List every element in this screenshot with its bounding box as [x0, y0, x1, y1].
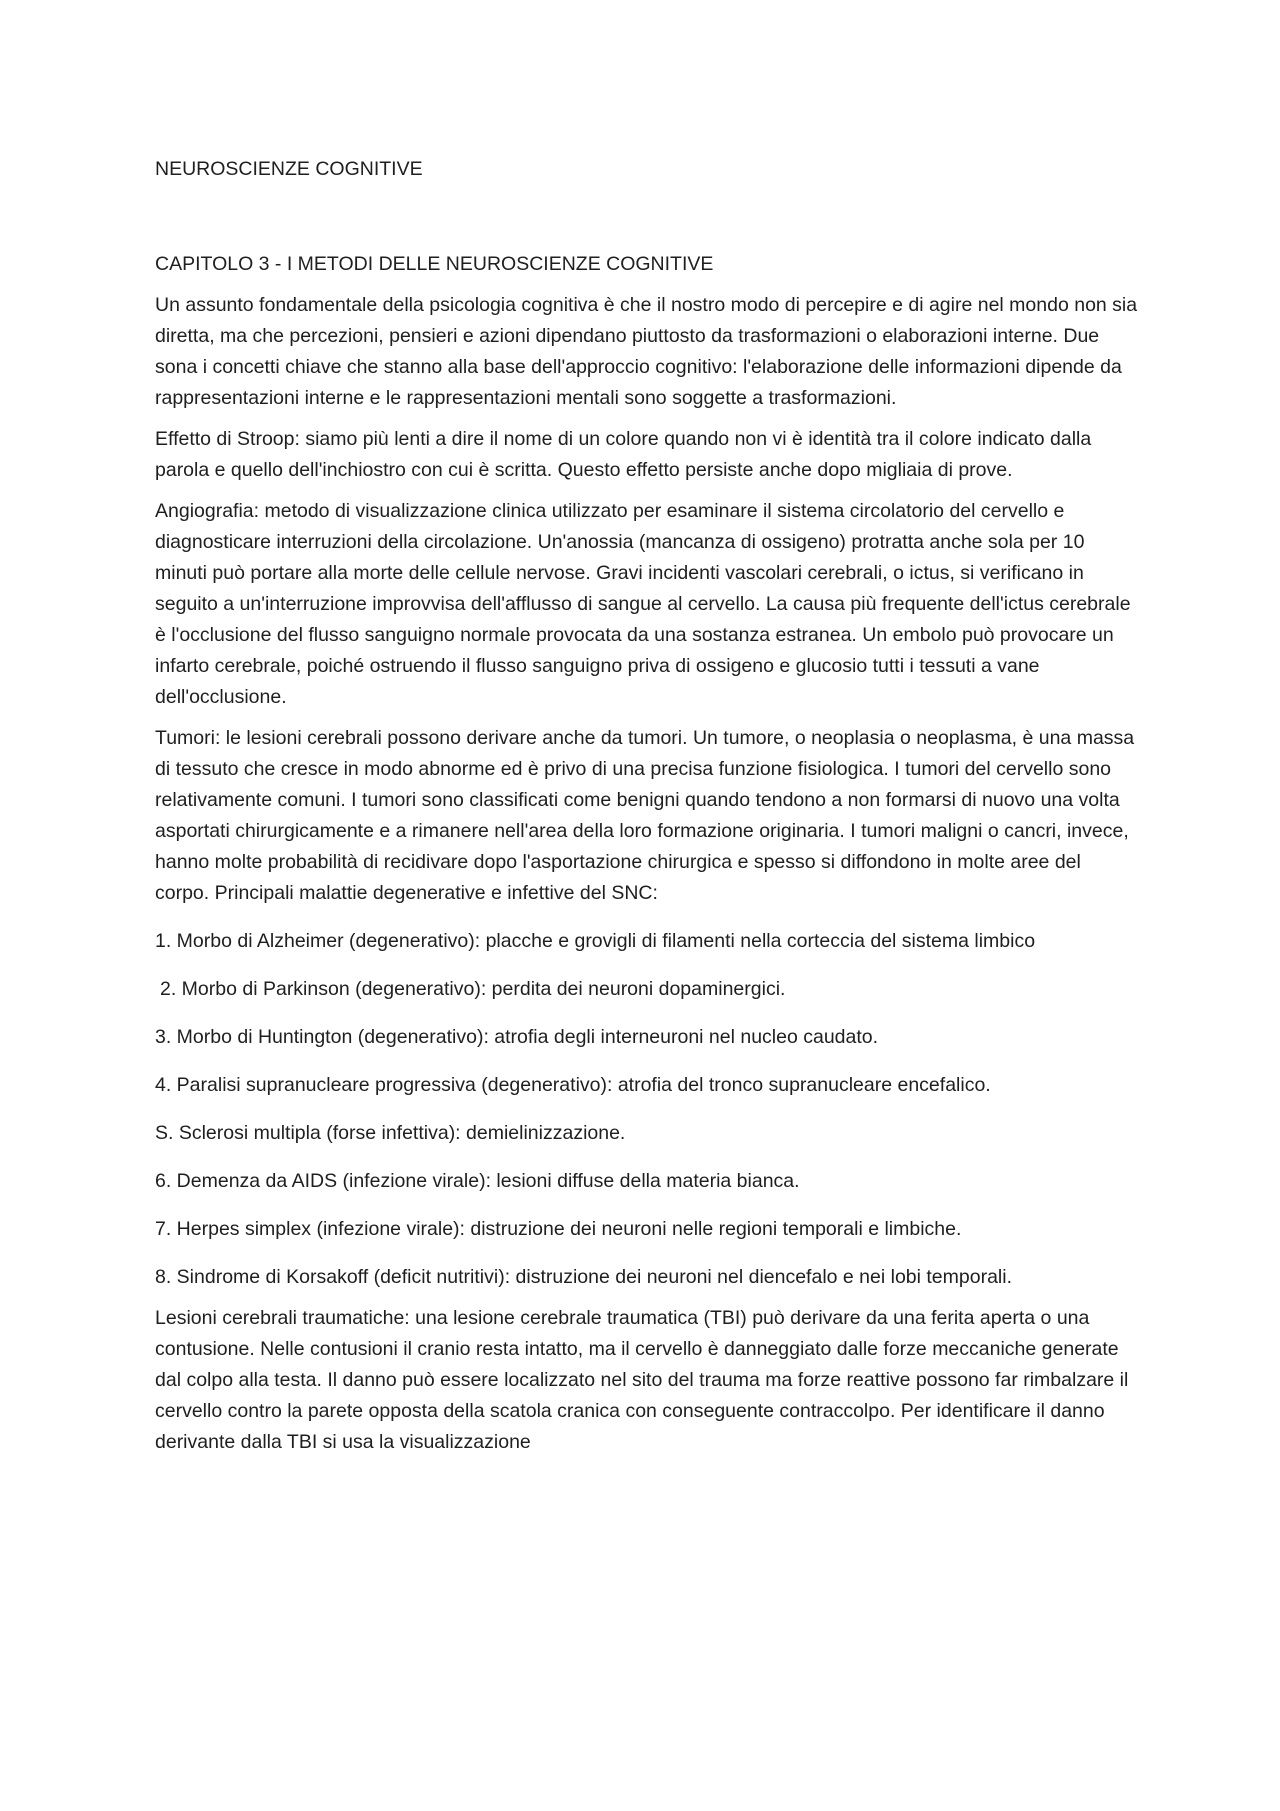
- paragraph-stroop-effect: Effetto di Stroop: siamo più lenti a dire il nome di un colore quando non vi è identità tra il colore indicato dalla parola e quello dell'inchiostro con cui è scritta. Questo effetto persiste anche dopo migliaia di prove.: [155, 428, 1092, 481]
- paragraph-angiography: Angiografia: metodo di visualizzazione clinica utilizzato per esaminare il sistema circolatorio del cervello e diagnosticare interruzioni della circolazione. Un'anossia (mancanza di ossigeno) protratta anche sola per 10 minuti può portare alla morte delle cellule nervose. Gravi incidenti vascolari cerebrali, o ictus, si verificano in seguito a un'interruzione improvvisa dell'afflusso di sangue al cervello. La causa più frequente dell'ictus cerebrale è l'occlusione del flusso sanguigno normale provocata da una sostanza estranea. Un embolo può provocare un infarto cerebrale, poiché ostruendo il flusso sanguigno priva di ossigeno e glucosio tutti i tessuti a vane dell'occlusione.: [155, 500, 1131, 708]
- chapter-title: CAPITOLO 3 - I METODI DELLE NEUROSCIENZE COGNITIVE: [155, 253, 714, 275]
- list-item: S. Sclerosi multipla (forse infettiva): demielinizzazione.: [155, 1122, 626, 1144]
- list-item: 6. Demenza da AIDS (infezione virale): lesioni diffuse della materia bianca.: [155, 1170, 800, 1192]
- list-item: 2. Morbo di Parkinson (degenerativo): perdita dei neuroni dopaminergici.: [160, 978, 786, 1000]
- disease-list: [155, 926, 1140, 1293]
- list-item: 8. Sindrome di Korsakoff (deficit nutritivi): distruzione dei neuroni nel diencefalo e nei lobi temporali.: [155, 1266, 1013, 1288]
- list-item: 4. Paralisi supranucleare progressiva (degenerativo): atrofia del tronco supranucleare encefalico.: [155, 1074, 991, 1096]
- paragraph-tumors: Tumori: le lesioni cerebrali possono derivare anche da tumori. Un tumore, o neoplasia o neoplasma, è una massa di tessuto che cresce in modo abnorme ed è privo di una precisa funzione fisiologica. I tumori del cervello sono relativamente comuni. I tumori sono classificati come benigni quando tendono a non formarsi di nuovo una volta asportati chirurgicamente e a rimanere nell'area della loro formazione originaria. I tumori maligni o cancri, invece, hanno molte probabilità di recidivare dopo l'asportazione chirurgica e spesso si diffondono in molte aree del corpo. Principali malattie degenerative e infettive del SNC:: [155, 727, 1135, 904]
- list-item: 7. Herpes simplex (infezione virale): distruzione dei neuroni nelle regioni temporali e limbiche.: [155, 1218, 962, 1240]
- paragraph-traumatic-lesions: Lesioni cerebrali traumatiche: una lesione cerebrale traumatica (TBI) può derivare da una ferita aperta o una contusione. Nelle contusioni il cranio resta intatto, ma il cervello è danneggiato dalle forze meccaniche generate dal colpo alla testa. Il danno può essere localizzato nel sito del trauma ma forze reattive possono far rimbalzare il cervello contro la parete opposta della scatola cranica con conseguente contraccolpo. Per identificare il danno derivante dalla TBI si usa la visualizzazione: [155, 1307, 1129, 1453]
- list-item: 1. Morbo di Alzheimer (degenerativo): placche e grovigli di filamenti nella corteccia del sistema limbico: [155, 930, 1036, 952]
- document-page: [155, 154, 1140, 1458]
- list-item: 3. Morbo di Huntington (degenerativo): atrofia degli interneuroni nel nucleo caudato.: [155, 1026, 879, 1048]
- paragraph-cognitive-psychology: Un assunto fondamentale della psicologia cognitiva è che il nostro modo di percepire e di agire nel mondo non sia diretta, ma che percezioni, pensieri e azioni dipendano piuttosto da trasformazioni o elaborazioni interne. Due sona i concetti chiave che stanno alla base dell'approccio cognitivo: l'elaborazione delle informazioni dipende da rappresentazioni interne e le rappresentazioni mentali sono soggette a trasformazioni.: [155, 294, 1138, 409]
- document-title: NEUROSCIENZE COGNITIVE: [155, 158, 423, 180]
